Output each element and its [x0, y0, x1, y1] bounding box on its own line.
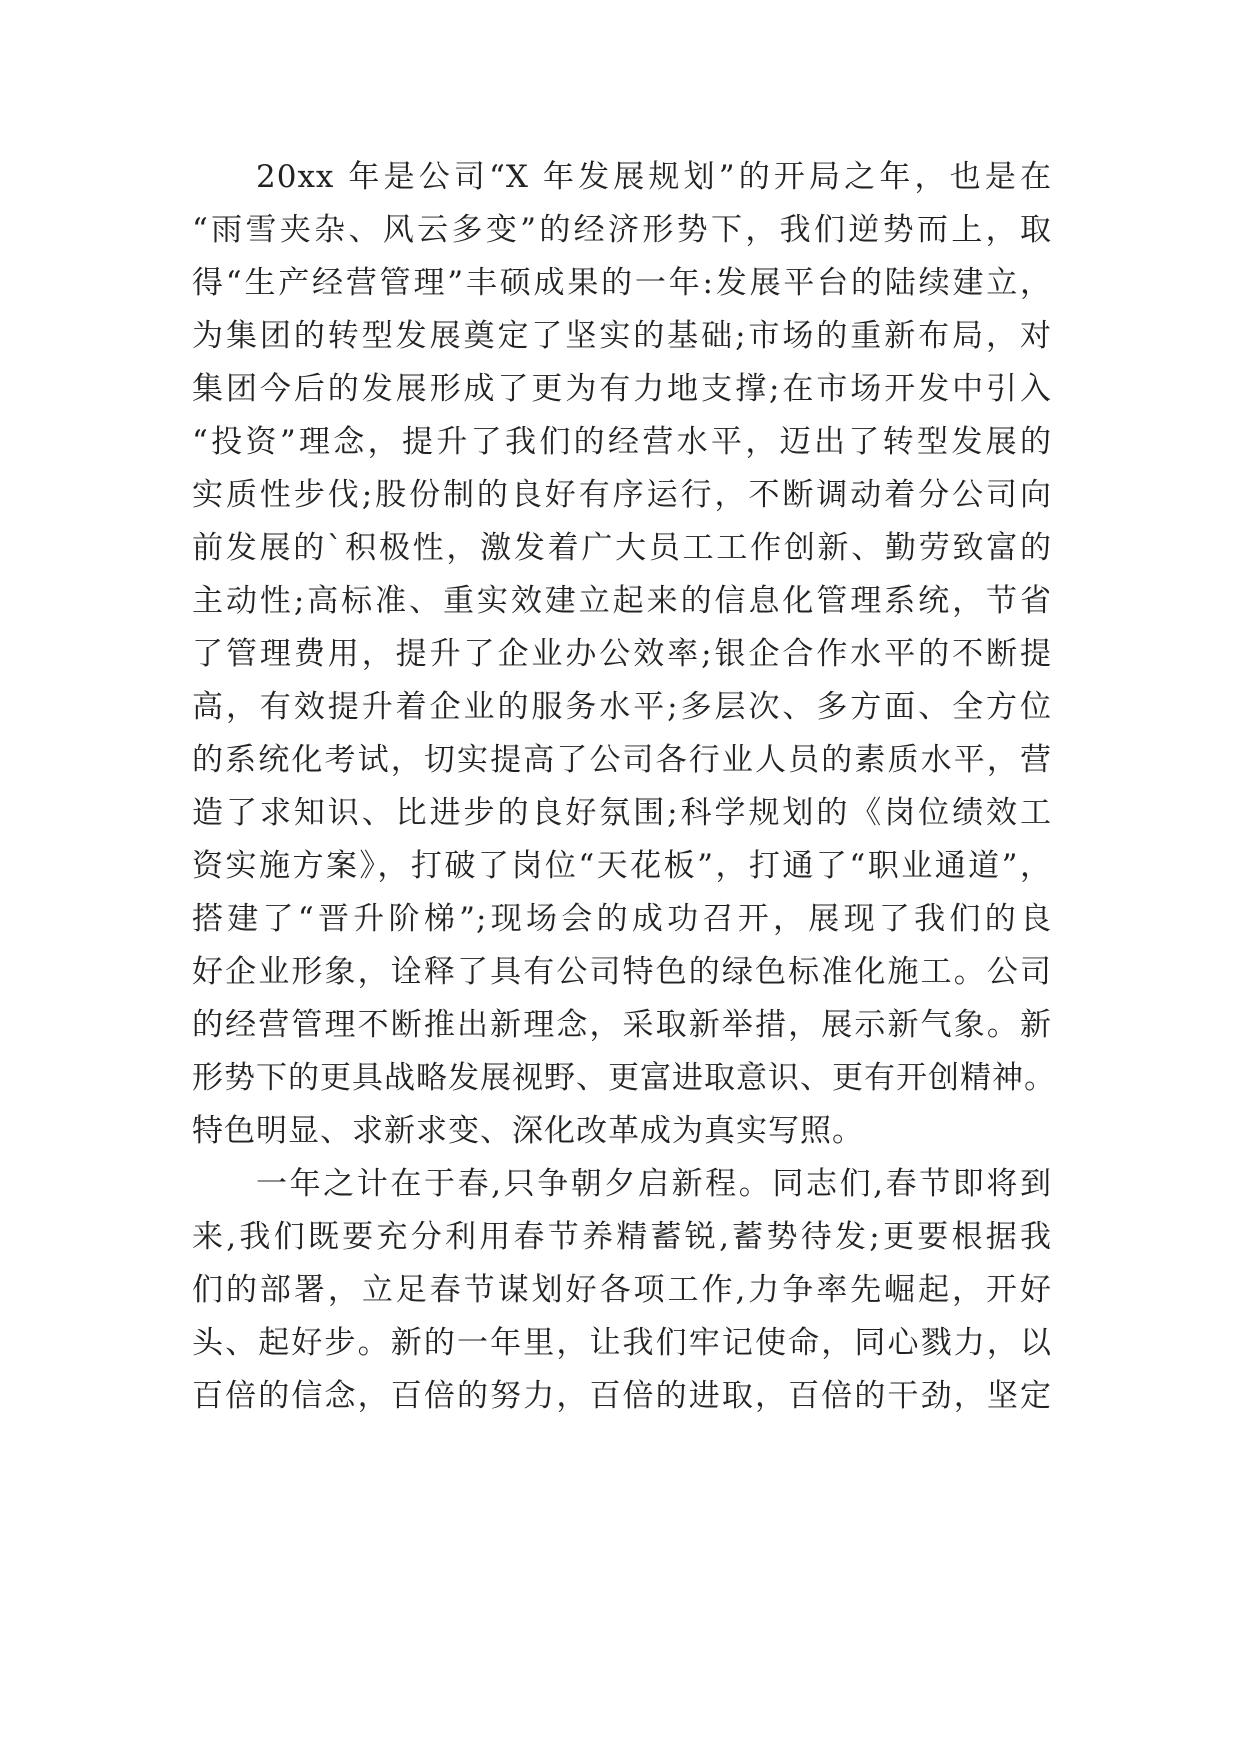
- paragraph-1-line-16: 好企业形象，诠释了具有公司特色的绿色标准化施工。公司: [192, 954, 1052, 990]
- paragraph-1-line-8: 前发展的`积极性，激发着广大员工工作创新、勤劳致富的: [192, 530, 1052, 566]
- paragraph-1-line-14: 资实施方案》，打破了岗位“天花板”，打通了“职业通道”，: [192, 848, 1052, 884]
- paragraph-1-line-3: 得“生产经营管理”丰硕成果的一年:发展平台的陆续建立，: [192, 265, 1052, 301]
- paragraph-1-line-9: 主动性;高标准、重实效建立起来的信息化管理系统，节省: [192, 583, 1052, 619]
- paragraph-1-line-17: 的经营管理不断推出新理念，采取新举措，展示新气象。新: [192, 1007, 1052, 1043]
- paragraph-2-line-2: 来,我们既要充分利用春节养精蓄锐,蓄势待发;更要根据我: [192, 1219, 1052, 1255]
- paragraph-1-line-19: 特色明显、求新求变、深化改革成为真实写照。: [192, 1113, 864, 1149]
- paragraph-1-line-13: 造了求知识、比进步的良好氛围;科学规划的《岗位绩效工: [192, 795, 1052, 831]
- paragraph-2-line-3: 们的部署，立足春节谋划好各项工作,力争率先崛起，开好: [192, 1272, 1052, 1308]
- paragraph-1-line-2: “雨雪夹杂、风云多变”的经济形势下，我们逆势而上，取: [192, 212, 1052, 248]
- paragraph-2-line-1: 一年之计在于春,只争朝夕启新程。同志们,春节即将到: [256, 1166, 1052, 1202]
- paragraph-1-line-4: 为集团的转型发展奠定了坚实的基础;市场的重新布局，对: [192, 318, 1052, 354]
- paragraph-2-line-5: 百倍的信念，百倍的努力，百倍的进取，百倍的干劲，坚定: [192, 1378, 1052, 1414]
- paragraph-1-line-7: 实质性步伐;股份制的良好有序运行，不断调动着分公司向: [192, 477, 1052, 513]
- paragraph-1-line-6: “投资”理念，提升了我们的经营水平，迈出了转型发展的: [192, 424, 1052, 460]
- paragraph-1-line-5: 集团今后的发展形成了更为有力地支撑;在市场开发中引入: [192, 371, 1052, 407]
- paragraph-2-line-4: 头、起好步。新的一年里，让我们牢记使命，同心戮力，以: [192, 1325, 1052, 1361]
- paragraph-1-line-12: 的系统化考试，切实提高了公司各行业人员的素质水平，营: [192, 742, 1052, 778]
- paragraph-1-line-10: 了管理费用，提升了企业办公效率;银企合作水平的不断提: [192, 636, 1052, 672]
- paragraph-1-line-18: 形势下的更具战略发展视野、更富进取意识、更有开创精神。: [192, 1060, 1056, 1096]
- paragraph-1-line-11: 高，有效提升着企业的服务水平;多层次、多方面、全方位: [192, 689, 1052, 725]
- paragraph-1-line-1: 20xx 年是公司“X 年发展规划”的开局之年，也是在: [256, 159, 1052, 195]
- paragraph-1-line-15: 搭建了“晋升阶梯”;现场会的成功召开，展现了我们的良: [192, 901, 1052, 937]
